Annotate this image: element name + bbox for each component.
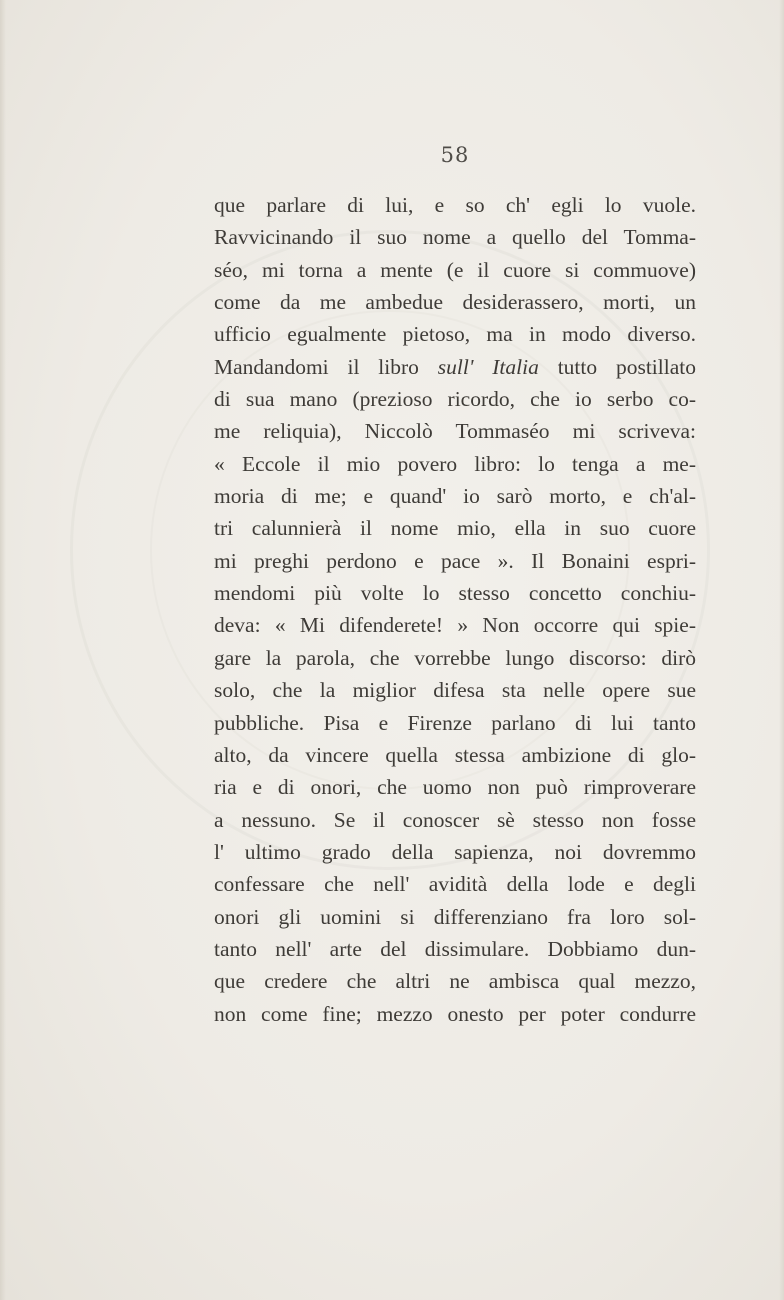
book-title-italic: sull' Italia <box>437 354 539 379</box>
text-line: mi preghi perdono e pace ». Il Bonaini espri- <box>214 548 696 573</box>
text-line: ufficio egualmente pietoso, ma in modo diverso. <box>214 322 696 347</box>
text-line: séo, mi torna a mente (e il cuore si commuove) <box>214 257 696 282</box>
text-line: non come fine; mezzo onesto per poter condurre <box>214 1001 696 1026</box>
text-line: ria e di onori, che uomo non può rimproverare <box>214 775 696 800</box>
text-line: que parlare di lui, e so ch' egli lo vuole. <box>214 193 696 217</box>
body-text <box>214 189 696 1030</box>
text-line: confessare che nell' avidità della lode e degli <box>214 872 696 897</box>
text-line: me reliquia), Niccolò Tommaséo mi scriveva: <box>214 419 696 444</box>
text-line: alto, da vincere quella stessa ambizione di glo- <box>214 742 696 767</box>
text-line: a nessuno. Se il conoscer sè stesso non fosse <box>214 807 696 832</box>
text-line: come da me ambedue desiderassero, morti, un <box>214 290 696 315</box>
text-line: mendomi più volte lo stesso concetto conchiu- <box>214 581 696 606</box>
page-right-edge <box>779 0 784 1300</box>
text-line: solo, che la miglior difesa sta nelle opere sue <box>214 678 696 703</box>
text-line: tanto nell' arte del dissimulare. Dobbiamo dun- <box>214 936 696 961</box>
text-line: pubbliche. Pisa e Firenze parlano di lui tanto <box>214 710 696 735</box>
text-line: onori gli uomini si differenziano fra loro sol- <box>214 904 696 929</box>
text-line: Mandandomi il libro sull' Italia tutto postillato <box>214 354 696 379</box>
text-line: Ravvicinando il suo nome a quello del Tomma- <box>214 225 696 250</box>
text-line: tri calunnierà il nome mio, ella in suo cuore <box>214 516 696 541</box>
text-line: moria di me; e quand' io sarò morto, e ch'al- <box>214 484 696 509</box>
text-line: deva: « Mi difenderete! » Non occorre qui spie- <box>214 613 696 638</box>
text-line: di sua mano (prezioso ricordo, che io serbo co- <box>214 387 696 412</box>
page-left-edge <box>0 0 6 1300</box>
text-line: « Eccole il mio povero libro: lo tenga a me- <box>214 451 696 476</box>
text-line: que credere che altri ne ambisca qual mezzo, <box>214 969 696 994</box>
text-line: gare la parola, che vorrebbe lungo discorso: dirò <box>214 645 696 670</box>
page-number: 58 <box>440 143 470 167</box>
text-line: l' ultimo grado della sapienza, noi dovremmo <box>214 839 696 864</box>
